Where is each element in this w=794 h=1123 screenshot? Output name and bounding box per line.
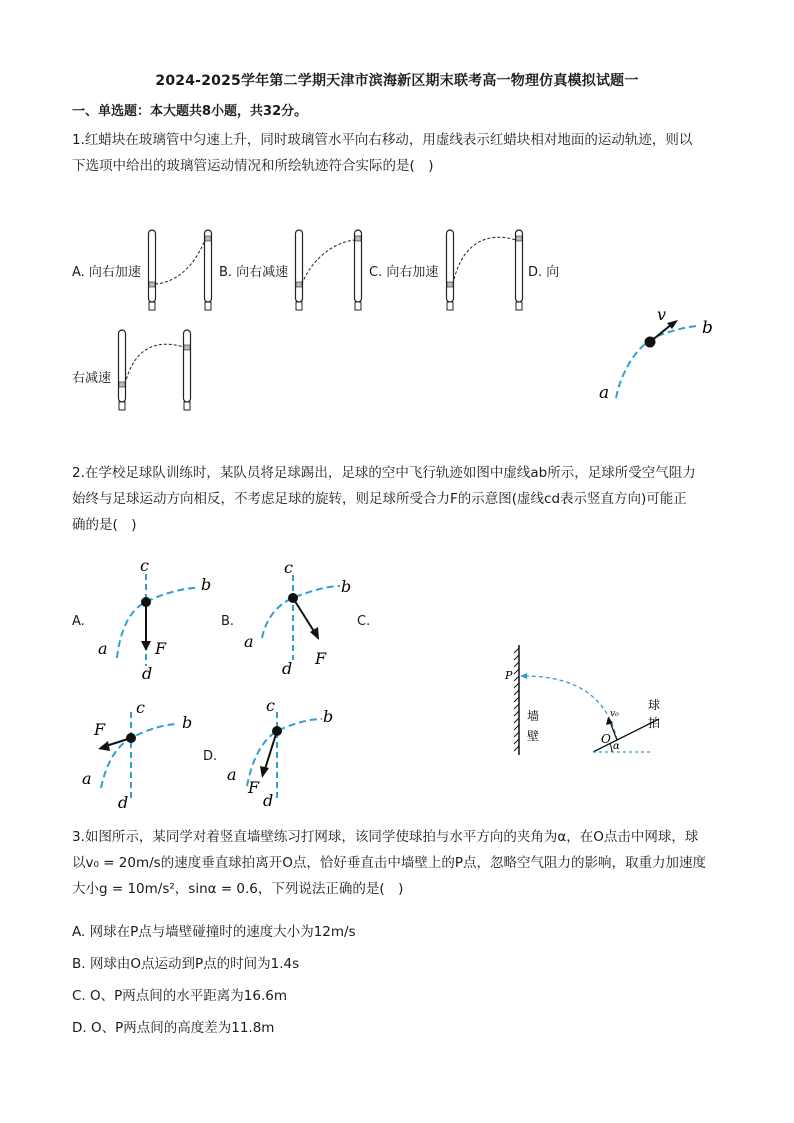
svg-text:d: d bbox=[263, 791, 274, 810]
svg-text:a: a bbox=[227, 765, 237, 784]
q3-line2: 以v₀ = 20m/s的速度垂直球拍离开O点，恰好垂直击中墙壁上的P点，忽略空气阻力的影响，取重力加速度 bbox=[72, 855, 706, 871]
svg-text:d: d bbox=[142, 664, 153, 683]
label-b: b bbox=[702, 318, 713, 338]
svg-text:c: c bbox=[136, 698, 145, 717]
label-v0: v₀ bbox=[610, 709, 619, 719]
svg-text:a: a bbox=[244, 632, 254, 651]
q2-option-b[interactable]: B. bbox=[221, 614, 235, 629]
q1-option-d[interactable]: D. 向 bbox=[528, 265, 560, 280]
q1-option-a[interactable]: A. 向右加速 bbox=[72, 265, 141, 280]
q2-option-a[interactable]: A. bbox=[72, 614, 85, 629]
q1-line2: 下选项中给出的玻璃管运动情况和所绘轨迹符合实际的是( ) bbox=[72, 158, 434, 174]
q2-figure-a bbox=[98, 556, 211, 683]
label-p: P bbox=[505, 669, 513, 682]
q2-line3: 确的是( ) bbox=[72, 517, 137, 533]
q3-figure bbox=[504, 645, 660, 755]
q2-line1: 2.在学校足球队训练时，某队员将足球踢出，足球的空中飞行轨迹如图中虚线ab所示，足球所受空气阻力 bbox=[72, 465, 696, 481]
svg-text:d: d bbox=[118, 793, 129, 812]
q3-stem bbox=[72, 824, 732, 902]
wall-label-1: 墙 bbox=[527, 709, 540, 723]
svg-text:c: c bbox=[140, 556, 149, 575]
q3-option-c[interactable]: C. O、P两点间的水平距离为16.6m bbox=[72, 988, 287, 1004]
svg-text:b: b bbox=[341, 577, 352, 596]
label-v: v bbox=[657, 305, 667, 324]
q3-option-b[interactable]: B. 网球由O点运动到P点的时间为1.4s bbox=[72, 956, 300, 972]
svg-text:c: c bbox=[266, 696, 275, 715]
svg-text:b: b bbox=[323, 707, 334, 726]
svg-text:a: a bbox=[82, 769, 92, 788]
svg-text:d: d bbox=[282, 659, 293, 678]
q3-option-a[interactable]: A. 网球在P点与墙壁碰撞时的速度大小为12m/s bbox=[72, 924, 356, 940]
svg-text:F: F bbox=[155, 639, 167, 658]
q1-option-c[interactable]: C. 向右加速 bbox=[369, 265, 439, 280]
q2-option-d[interactable]: D. bbox=[203, 749, 218, 764]
svg-text:c: c bbox=[284, 558, 293, 577]
q1-line1: 1.红蜡块在玻璃管中匀速上升，同时玻璃管水平向右移动，用虚线表示红蜡块相对地面的运动轨迹，则以 bbox=[72, 132, 693, 148]
q2-figure-b bbox=[244, 558, 351, 678]
racket-label-2: 拍 bbox=[648, 716, 661, 730]
svg-text:b: b bbox=[201, 575, 212, 594]
label-alpha: α bbox=[613, 741, 620, 752]
svg-text:b: b bbox=[182, 713, 193, 732]
q2-option-c[interactable]: C. bbox=[357, 614, 371, 629]
trajectory-arrow-icon bbox=[520, 673, 527, 679]
q3-option-d[interactable]: D. O、P两点间的高度差为11.8m bbox=[72, 1020, 275, 1036]
label-a: a bbox=[599, 383, 610, 403]
q1-option-d-cont: 右减速 bbox=[72, 371, 112, 386]
q2-line2: 始终与足球运动方向相反，不考虑足球的旋转，则足球所受合力F的示意图(虚线cd表示竖直方向)可能正 bbox=[72, 491, 687, 507]
label-o: O bbox=[601, 732, 611, 746]
wall-label-2: 壁 bbox=[527, 729, 540, 743]
svg-text:F: F bbox=[315, 649, 327, 668]
svg-text:F: F bbox=[248, 778, 260, 797]
section-heading: 一、单选题：本大题共8小题，共32分。 bbox=[72, 104, 308, 119]
q1-option-b[interactable]: B. 向右减速 bbox=[219, 265, 289, 280]
svg-text:a: a bbox=[98, 639, 108, 658]
q2-figure-d bbox=[227, 696, 333, 810]
q3-line3: 大小g = 10m/s²，sinα = 0.6，下列说法正确的是( ) bbox=[72, 881, 404, 897]
page-title: 2024-2025学年第二学期天津市滨海新区期末联考高一物理仿真模拟试题一 bbox=[155, 73, 639, 89]
svg-text:F: F bbox=[94, 720, 106, 739]
racket-label-1: 球 bbox=[648, 698, 661, 712]
q3-line1: 3.如图所示，某同学对着竖直墙壁练习打网球，该同学使球拍与水平方向的夹角为α，在O点击中网球，球 bbox=[72, 829, 699, 845]
q2-figure-c bbox=[82, 698, 192, 812]
